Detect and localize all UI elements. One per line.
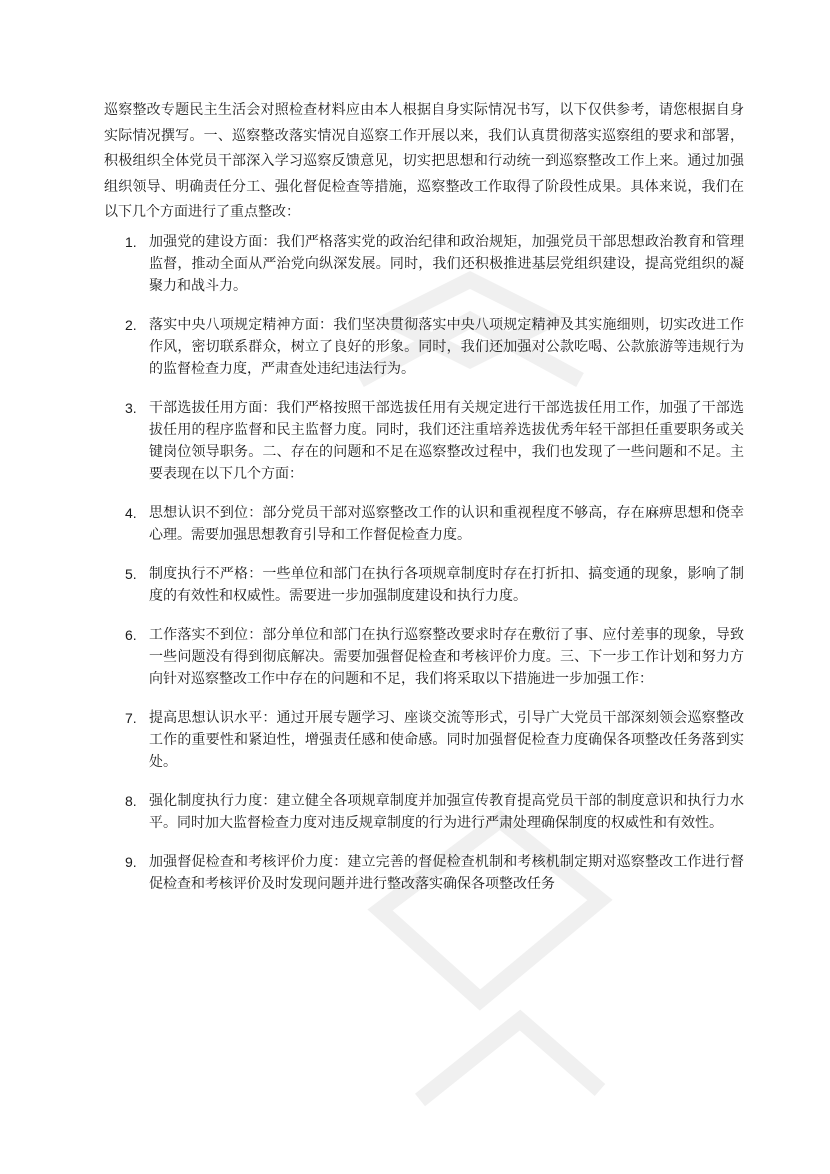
list-item-text: 落实中央八项规定精神方面：我们坚决贯彻落实中央八项规定精神及其实施细则，切实改进工作作风，密切联系群众，树立了良好的形象。同时，我们还加强对公款吃喝、公款旅游等违规行为的监督检查力度，严肃查处违纪违法行为。 (149, 316, 744, 377)
list-item-number: 4. (125, 504, 137, 521)
list-item-text: 强化制度执行力度：建立健全各项规章制度并加强宣传教育提高党员干部的制度意识和执行力水平。同时加大监督检查力度对违反规章制度的行为进行严肃处理确保制度的权威性和有效性。 (149, 792, 744, 831)
list-item-number: 8. (125, 792, 137, 809)
list-item (104, 231, 744, 297)
list-item-number: 1. (125, 233, 137, 250)
list-item-number: 9. (125, 853, 137, 870)
list-item (104, 502, 744, 546)
list-item-text: 加强党的建设方面：我们严格落实党的政治纪律和政治规矩，加强党员干部思想政治教育和管理监督，推动全面从严治党向纵深发展。同时，我们还积极推进基层党组织建设，提高党组织的凝聚力和战斗力。 (149, 233, 744, 294)
list-item (104, 851, 744, 895)
list-item-text: 工作落实不到位：部分单位和部门在执行巡察整改要求时存在敷衍了事、应付差事的现象，导致一些问题没有得到彻底解决。需要加强督促检查和考核评价力度。三、下一步工作计划和努力方向针对巡察整改工作中存在的问题和不足，我们将采取以下措施进一步加强工作： (149, 626, 744, 687)
list-item (104, 624, 744, 690)
list-item-text: 思想认识不到位：部分党员干部对巡察整改工作的认识和重视程度不够高，存在麻痹思想和侥幸心理。需要加强思想教育引导和工作督促检查力度。 (149, 504, 744, 543)
numbered-list (104, 231, 744, 895)
list-item-number: 2. (125, 316, 137, 333)
list-item (104, 707, 744, 773)
list-item-text: 制度执行不严格：一些单位和部门在执行各项规章制度时存在打折扣、搞变通的现象，影响了制度的有效性和权威性。需要进一步加强制度建设和执行力度。 (149, 565, 744, 604)
list-item (104, 314, 744, 380)
list-item (104, 563, 744, 607)
document-body (104, 98, 744, 912)
list-item-number: 3. (125, 399, 137, 416)
list-item-number: 6. (125, 626, 137, 643)
list-item-text: 干部选拔任用方面：我们严格按照干部选拔任用有关规定进行干部选拔任用工作，加强了干部选拔任用的程序监督和民主监督力度。同时，我们还注重培养选拔优秀年轻干部担任重要职务或关键岗位领导职务。二、存在的问题和不足在巡察整改过程中，我们也发现了一些问题和不足。主要表现在以下几个方面： (149, 399, 744, 482)
list-item-text: 加强督促检查和考核评价力度：建立完善的督促检查机制和考核机制定期对巡察整改工作进行督促检查和考核评价及时发现问题并进行整改落实确保各项整改任务 (149, 853, 744, 892)
list-item-number: 7. (125, 709, 137, 726)
list-item (104, 790, 744, 834)
intro-paragraph: 巡察整改专题民主生活会对照检查材料应由本人根据自身实际情况书写，以下仅供参考，请您根据自身实际情况撰写。一、巡察整改落实情况自巡察工作开展以来，我们认真贯彻落实巡察组的要求和部署，积极组织全体党员干部深入学习巡察反馈意见，切实把思想和行动统一到巡察整改工作上来。通过加强组织领导、明确责任分工、强化督促检查等措施，巡察整改工作取得了阶段性成果。具体来说，我们在以下几个方面进行了重点整改： (104, 102, 744, 220)
list-item-number: 5. (125, 565, 137, 582)
list-item (104, 397, 744, 485)
list-item-text: 提高思想认识水平：通过开展专题学习、座谈交流等形式，引导广大党员干部深刻领会巡察整改工作的重要性和紧迫性，增强责任感和使命感。同时加强督促检查力度确保各项整改任务落到实处。 (149, 709, 744, 770)
